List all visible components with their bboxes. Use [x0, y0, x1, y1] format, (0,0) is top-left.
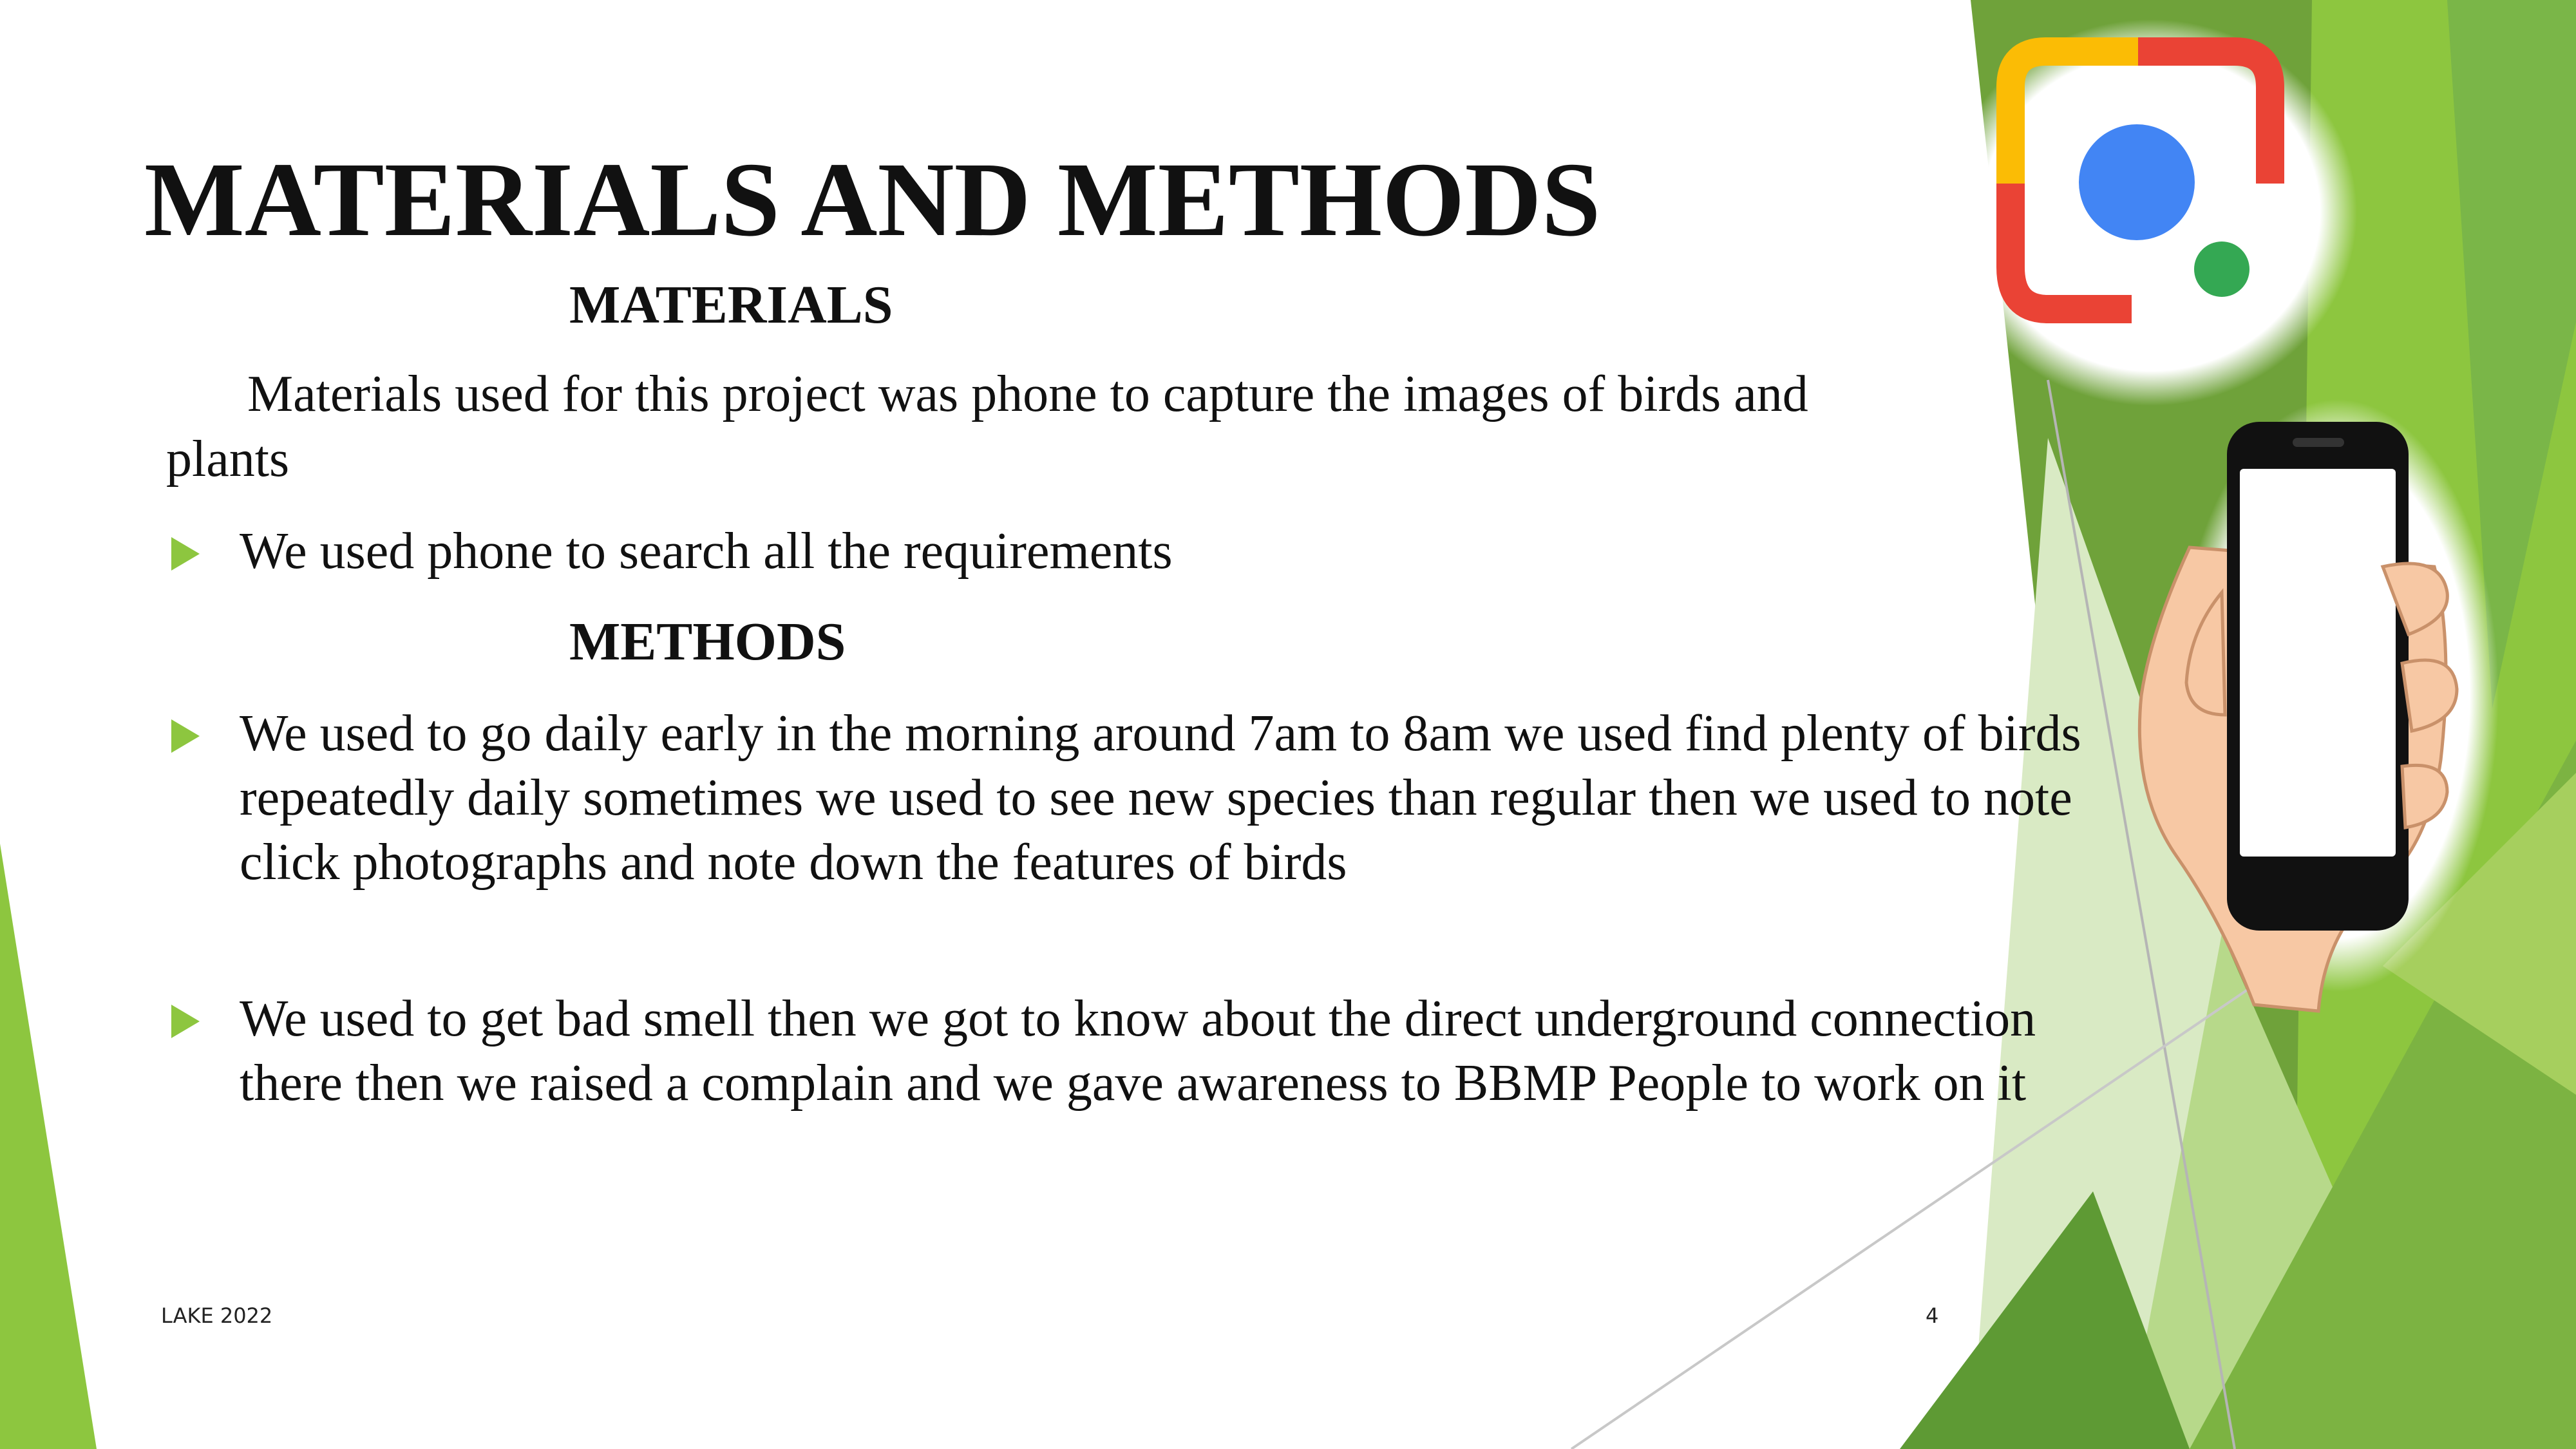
bullet-text: We used to go daily early in the morning around 7am to 8am we used find plenty of birds repeatedly daily sometimes we used to see new species than regular then we used to note click photographs and note down the features of birds: [240, 705, 2081, 891]
bullet-item-methods-1: [166, 701, 2094, 895]
left-green-accent: [0, 844, 97, 1449]
bullet-arrow-icon: [171, 1005, 200, 1038]
bullet-item-materials-1: [166, 519, 2094, 583]
methods-heading: METHODS: [569, 612, 846, 672]
google-lens-icon: [1945, 19, 2357, 406]
page-number: 4: [1926, 1303, 1939, 1328]
materials-paragraph: Materials used for this project was phone to capture the images of birds and plants: [166, 366, 1808, 488]
bullet-arrow-icon: [171, 537, 200, 571]
materials-heading: MATERIALS: [569, 275, 893, 335]
bullet-arrow-icon: [171, 719, 200, 753]
bullet-item-methods-2: [166, 987, 2094, 1115]
footer-text: LAKE 2022: [161, 1303, 273, 1328]
bullet-text: We used phone to search all the requirements: [240, 523, 1173, 580]
slide-title: MATERIALS AND METHODS: [144, 140, 1601, 258]
bullet-text: We used to get bad smell then we got to know about the direct underground connection there then we raised a complain and we gave awareness to BBMP People to work on it: [240, 990, 2036, 1112]
